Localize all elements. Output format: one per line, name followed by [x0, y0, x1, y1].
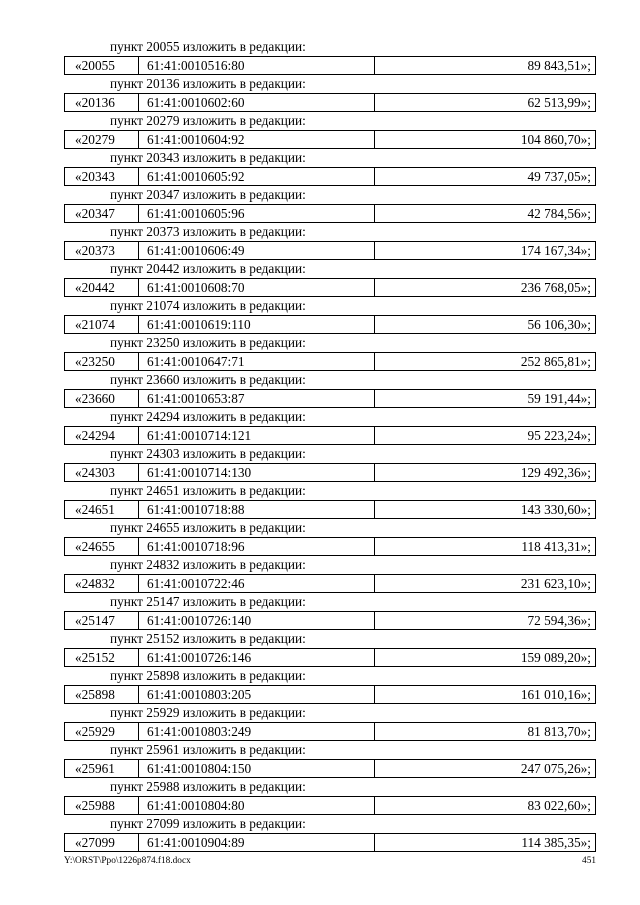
table-row [64, 685, 596, 704]
value-cell: 252 865,81»; [520, 354, 591, 369]
amendment-instruction: пункт 24303 изложить в редакции: [110, 446, 306, 461]
amendment-instruction: пункт 25961 изложить в редакции: [110, 742, 306, 757]
item-number-cell: «25898 [65, 686, 139, 703]
table-row [64, 167, 596, 186]
amendment-instruction: пункт 24655 изложить в редакции: [110, 520, 306, 535]
amendment-instruction: пункт 20055 изложить в редакции: [110, 39, 306, 54]
value-cell: 159 089,20»; [520, 650, 591, 665]
item-number-cell: «24832 [65, 575, 139, 592]
amendment-entry [64, 741, 596, 778]
item-number-cell: «20136 [65, 94, 139, 111]
amendment-instruction: пункт 25898 изложить в редакции: [110, 668, 306, 683]
amendment-entry [64, 704, 596, 741]
value-cell: 104 860,70»; [520, 132, 591, 147]
value-cell: 118 413,31»; [521, 539, 591, 554]
cadastral-number-cell: 61:41:0010605:96 [139, 205, 375, 222]
amendment-instruction: пункт 20347 изложить в редакции: [110, 187, 306, 202]
cadastral-number-cell: 61:41:0010904:89 [139, 834, 375, 851]
file-path: Y:\ORST\Ppo\1226p874.f18.docx [64, 856, 191, 866]
item-number-cell: «24294 [65, 427, 139, 444]
table-row [64, 722, 596, 741]
table-row [64, 463, 596, 482]
amendment-entry [64, 38, 596, 75]
amendment-instruction: пункт 20136 изложить в редакции: [110, 76, 306, 91]
amendment-entry [64, 778, 596, 815]
value-cell: 114 385,35»; [521, 835, 591, 850]
amendment-instruction: пункт 20373 изложить в редакции: [110, 224, 306, 239]
document-body [64, 38, 596, 852]
amendment-instruction: пункт 24651 изложить в редакции: [110, 483, 306, 498]
value-cell: 129 492,36»; [520, 465, 591, 480]
value-cell: 95 223,24»; [527, 428, 591, 443]
amendment-instruction: пункт 20279 изложить в редакции: [110, 113, 306, 128]
item-number-cell: «24303 [65, 464, 139, 481]
cadastral-number-cell: 61:41:0010606:49 [139, 242, 375, 259]
amendment-entry [64, 149, 596, 186]
cadastral-number-cell: 61:41:0010726:146 [139, 649, 375, 666]
amendment-entry [64, 482, 596, 519]
cadastral-number-cell: 61:41:0010714:130 [139, 464, 375, 481]
cadastral-number-cell: 61:41:0010647:71 [139, 353, 375, 370]
item-number-cell: «20347 [65, 205, 139, 222]
item-number-cell: «20343 [65, 168, 139, 185]
amendment-entry [64, 297, 596, 334]
amendment-entry [64, 112, 596, 149]
amendment-instruction: пункт 20442 изложить в редакции: [110, 261, 306, 276]
cadastral-number-cell: 61:41:0010608:70 [139, 279, 375, 296]
value-cell: 49 737,05»; [527, 169, 591, 184]
amendment-entry [64, 408, 596, 445]
table-row [64, 241, 596, 260]
item-number-cell: «20373 [65, 242, 139, 259]
amendment-instruction: пункт 20343 изложить в редакции: [110, 150, 306, 165]
amendment-entry [64, 186, 596, 223]
amendment-entry [64, 556, 596, 593]
cadastral-number-cell: 61:41:0010803:249 [139, 723, 375, 740]
amendment-instruction: пункт 23250 изложить в редакции: [110, 335, 306, 350]
table-row [64, 56, 596, 75]
amendment-instruction: пункт 23660 изложить в редакции: [110, 372, 306, 387]
item-number-cell: «23250 [65, 353, 139, 370]
amendment-instruction: пункт 25147 изложить в редакции: [110, 594, 306, 609]
value-cell: 42 784,56»; [527, 206, 591, 221]
item-number-cell: «20279 [65, 131, 139, 148]
value-cell: 81 813,70»; [527, 724, 591, 739]
amendment-instruction: пункт 25929 изложить в редакции: [110, 705, 306, 720]
cadastral-number-cell: 61:41:0010804:150 [139, 760, 375, 777]
item-number-cell: «25988 [65, 797, 139, 814]
amendment-entry [64, 815, 596, 852]
value-cell: 59 191,44»; [527, 391, 591, 406]
amendment-instruction: пункт 24294 изложить в редакции: [110, 409, 306, 424]
value-cell: 231 623,10»; [520, 576, 591, 591]
table-row [64, 426, 596, 445]
table-row [64, 389, 596, 408]
cadastral-number-cell: 61:41:0010619:110 [139, 316, 375, 333]
value-cell: 247 075,26»; [520, 761, 591, 776]
item-number-cell: «20055 [65, 57, 139, 74]
amendment-entry [64, 519, 596, 556]
table-row [64, 574, 596, 593]
table-row [64, 352, 596, 371]
table-row [64, 500, 596, 519]
table-row [64, 93, 596, 112]
amendment-instruction: пункт 25988 изложить в редакции: [110, 779, 306, 794]
table-row [64, 204, 596, 223]
item-number-cell: «23660 [65, 390, 139, 407]
amendment-entry [64, 445, 596, 482]
amendment-entry [64, 630, 596, 667]
value-cell: 143 330,60»; [520, 502, 591, 517]
value-cell: 83 022,60»; [527, 798, 591, 813]
cadastral-number-cell: 61:41:0010714:121 [139, 427, 375, 444]
item-number-cell: «25147 [65, 612, 139, 629]
value-cell: 62 513,99»; [527, 95, 591, 110]
cadastral-number-cell: 61:41:0010726:140 [139, 612, 375, 629]
table-row [64, 537, 596, 556]
amendment-instruction: пункт 27099 изложить в редакции: [110, 816, 306, 831]
cadastral-number-cell: 61:41:0010516:80 [139, 57, 375, 74]
value-cell: 56 106,30»; [527, 317, 591, 332]
table-row [64, 278, 596, 297]
amendment-entry [64, 75, 596, 112]
amendment-entry [64, 371, 596, 408]
item-number-cell: «24651 [65, 501, 139, 518]
cadastral-number-cell: 61:41:0010718:96 [139, 538, 375, 555]
value-cell: 89 843,51»; [527, 58, 591, 73]
value-cell: 72 594,36»; [527, 613, 591, 628]
value-cell: 236 768,05»; [520, 280, 591, 295]
cadastral-number-cell: 61:41:0010722:46 [139, 575, 375, 592]
amendment-instruction: пункт 25152 изложить в редакции: [110, 631, 306, 646]
table-row [64, 315, 596, 334]
amendment-entry [64, 334, 596, 371]
cadastral-number-cell: 61:41:0010804:80 [139, 797, 375, 814]
item-number-cell: «24655 [65, 538, 139, 555]
item-number-cell: «21074 [65, 316, 139, 333]
cadastral-number-cell: 61:41:0010803:205 [139, 686, 375, 703]
cadastral-number-cell: 61:41:0010604:92 [139, 131, 375, 148]
table-row [64, 833, 596, 852]
table-row [64, 759, 596, 778]
amendment-entry [64, 260, 596, 297]
table-row [64, 648, 596, 667]
cadastral-number-cell: 61:41:0010653:87 [139, 390, 375, 407]
cadastral-number-cell: 61:41:0010602:60 [139, 94, 375, 111]
table-row [64, 611, 596, 630]
amendment-instruction: пункт 21074 изложить в редакции: [110, 298, 306, 313]
item-number-cell: «25929 [65, 723, 139, 740]
amendment-entry [64, 223, 596, 260]
amendment-entry [64, 593, 596, 630]
amendment-instruction: пункт 24832 изложить в редакции: [110, 557, 306, 572]
item-number-cell: «20442 [65, 279, 139, 296]
value-cell: 174 167,34»; [520, 243, 591, 258]
page-number: 451 [582, 856, 596, 866]
table-row [64, 130, 596, 149]
value-cell: 161 010,16»; [520, 687, 591, 702]
item-number-cell: «25152 [65, 649, 139, 666]
cadastral-number-cell: 61:41:0010718:88 [139, 501, 375, 518]
item-number-cell: «25961 [65, 760, 139, 777]
table-row [64, 796, 596, 815]
item-number-cell: «27099 [65, 834, 139, 851]
cadastral-number-cell: 61:41:0010605:92 [139, 168, 375, 185]
amendment-entry [64, 667, 596, 704]
